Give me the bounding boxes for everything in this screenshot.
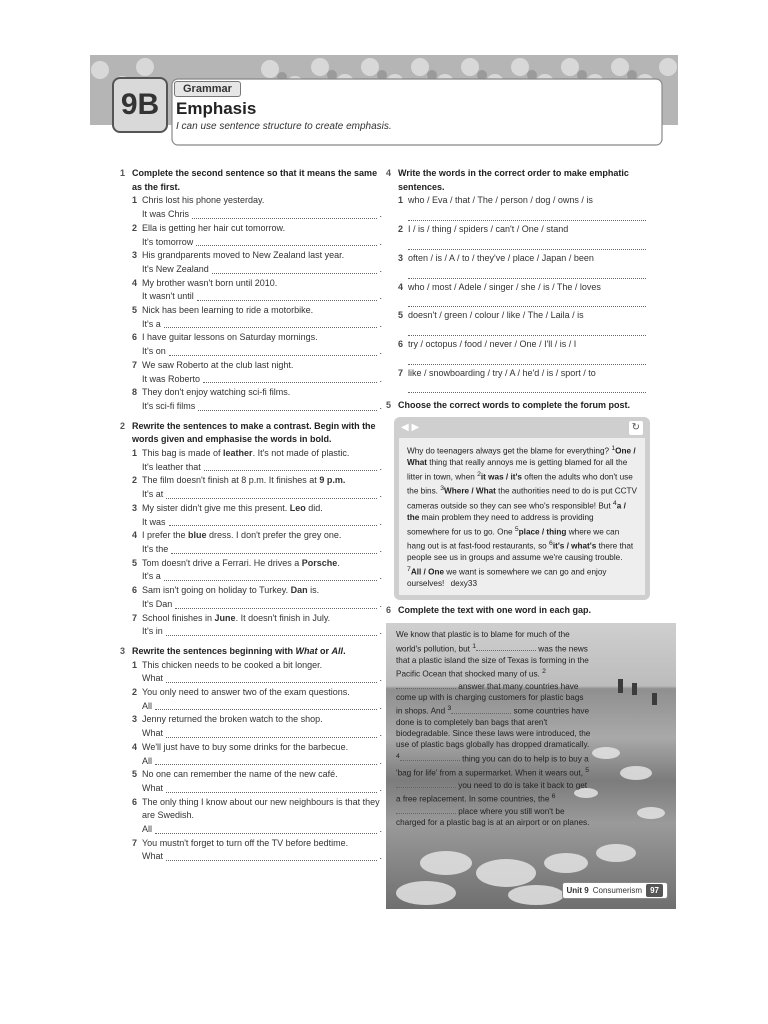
word-prompt: who / Eva / that / The / person / dog / owns / is bbox=[408, 195, 593, 206]
sentence-part: The film doesn't finish at 8 p.m. It finishes at bbox=[142, 475, 320, 486]
exercise-item bbox=[386, 194, 676, 208]
right-column bbox=[386, 167, 676, 913]
answer-blank[interactable] bbox=[164, 318, 378, 329]
exercise-item bbox=[386, 309, 676, 323]
answer-line: It's sci-fi films . bbox=[120, 400, 382, 414]
answer-blank[interactable] bbox=[166, 625, 378, 636]
item-sentence bbox=[142, 584, 382, 598]
answer-blank[interactable] bbox=[408, 208, 646, 221]
workbook-page bbox=[90, 55, 678, 915]
exercise-number: 6 bbox=[386, 604, 392, 615]
title-box bbox=[172, 81, 652, 141]
item-sentence: My brother wasn't born until 2010. bbox=[142, 277, 278, 288]
answer-prompt: It was bbox=[142, 516, 166, 527]
answer-line: It was . bbox=[120, 516, 382, 530]
answer-prompt: It's the bbox=[142, 543, 169, 554]
answer-blank[interactable] bbox=[155, 823, 377, 834]
item-number: 8 bbox=[132, 387, 138, 398]
answer-blank[interactable] bbox=[203, 373, 377, 384]
answer-blank[interactable] bbox=[166, 672, 377, 683]
item-sentence bbox=[142, 557, 382, 571]
answer-blank[interactable] bbox=[171, 543, 377, 554]
exercise-item bbox=[120, 502, 382, 516]
item-sentence: His grandparents moved to New Zealand last year. bbox=[142, 250, 345, 261]
sentence-part: School finishes in bbox=[142, 612, 215, 623]
answer-blank[interactable] bbox=[155, 755, 377, 766]
item-number: 7 bbox=[132, 359, 138, 370]
exercise-instruction: Complete the text with one word in each gap. bbox=[398, 604, 592, 615]
exercise-item bbox=[120, 686, 382, 700]
answer-line: What . bbox=[120, 727, 382, 741]
exercise-item bbox=[120, 331, 382, 345]
sentence-part: did. bbox=[305, 502, 323, 513]
answer-line: It's New Zealand . bbox=[120, 263, 382, 277]
item-sentence bbox=[142, 612, 382, 626]
emphasised-word: Leo bbox=[289, 502, 306, 513]
gap-3-blank[interactable] bbox=[451, 705, 511, 714]
item-number: 5 bbox=[132, 557, 138, 568]
answer-blank[interactable] bbox=[169, 516, 378, 527]
answer-blank[interactable] bbox=[166, 850, 377, 861]
emphasised-word: leather bbox=[223, 448, 253, 459]
page-footer bbox=[562, 882, 668, 900]
exercise-item bbox=[120, 359, 382, 373]
answer-prompt: It's in bbox=[142, 626, 163, 637]
sentence-part: dress. I don't prefer the grey one. bbox=[206, 530, 342, 541]
exercise-instruction: Rewrite the sentences to make a contrast. Begin with the words given and emphasise the words in bold. bbox=[132, 420, 376, 445]
exercise-item bbox=[120, 474, 382, 488]
answer-blank[interactable] bbox=[166, 782, 377, 793]
exercise-item bbox=[120, 529, 382, 543]
exercise-1 bbox=[120, 167, 382, 414]
sentence-part: . bbox=[337, 557, 340, 568]
word-prompt: try / octopus / food / never / One / I'll / is / I bbox=[408, 338, 577, 349]
item-number: 1 bbox=[398, 195, 404, 206]
emphasised-word: Porsche bbox=[301, 557, 338, 568]
answer-blank[interactable] bbox=[408, 380, 646, 393]
sentence-part: . It's not made of plastic. bbox=[252, 448, 350, 459]
item-sentence bbox=[142, 502, 382, 516]
answer-line: It's at . bbox=[120, 488, 382, 502]
answer-line: It's the . bbox=[120, 543, 382, 557]
item-number: 4 bbox=[132, 530, 138, 541]
item-sentence: I have guitar lessons on Saturday mornings. bbox=[142, 332, 318, 343]
item-sentence: Nick has been learning to ride a motorbike. bbox=[142, 305, 314, 316]
answer-blank[interactable] bbox=[166, 727, 377, 738]
item-number: 5 bbox=[398, 310, 404, 321]
item-number: 1 bbox=[132, 195, 138, 206]
item-sentence bbox=[142, 447, 382, 461]
answer-line: It's tomorrow . bbox=[120, 236, 382, 250]
answer-line: It's in . bbox=[120, 625, 382, 639]
exercise-item bbox=[386, 338, 676, 352]
exercise-heading bbox=[386, 399, 676, 413]
exercise-number: 3 bbox=[120, 645, 126, 656]
unit-badge: 9B bbox=[112, 77, 168, 133]
item-number: 3 bbox=[398, 252, 404, 263]
answer-line: All . bbox=[120, 823, 382, 837]
answer-prompt: It wasn't until bbox=[142, 291, 194, 302]
answer-line: It was Roberto . bbox=[120, 373, 382, 387]
exercise-number: 4 bbox=[386, 168, 392, 178]
answer-blank[interactable] bbox=[197, 290, 378, 301]
answer-line: It's a . bbox=[120, 318, 382, 332]
exercise-4 bbox=[386, 167, 676, 393]
answer-prompt: It's a bbox=[142, 318, 161, 329]
item-number: 3 bbox=[132, 714, 138, 725]
exercise-heading bbox=[120, 420, 382, 447]
item-number: 4 bbox=[398, 281, 404, 292]
item-number: 4 bbox=[132, 741, 138, 752]
item-number: 5 bbox=[132, 769, 138, 780]
exercise-item bbox=[120, 249, 382, 263]
emphasised-word: blue bbox=[188, 530, 207, 541]
answer-prompt: It's a bbox=[142, 571, 161, 582]
exercise-heading bbox=[386, 604, 676, 618]
answer-blank[interactable] bbox=[408, 266, 646, 279]
exercise-item bbox=[120, 612, 382, 626]
answer-blank[interactable] bbox=[175, 598, 377, 609]
answer-prompt: What bbox=[142, 782, 164, 793]
gap-4-blank[interactable] bbox=[400, 752, 460, 761]
sentence-part: is. bbox=[307, 585, 320, 596]
item-number: 7 bbox=[132, 837, 138, 848]
item-sentence bbox=[142, 474, 382, 488]
answer-blank[interactable] bbox=[212, 263, 378, 274]
answer-prompt: All bbox=[142, 824, 153, 835]
footer-unit: Unit 9 bbox=[566, 885, 589, 895]
left-column bbox=[120, 167, 382, 868]
item-sentence: Jenny returned the broken watch to the shop. bbox=[142, 714, 323, 725]
emphasised-word: June bbox=[214, 612, 236, 623]
sentence-part: My sister didn't give me this present. bbox=[142, 502, 290, 513]
item-sentence: You mustn't forget to turn off the TV before bedtime. bbox=[142, 837, 349, 848]
item-sentence bbox=[142, 529, 382, 543]
answer-prompt: It was Chris bbox=[142, 209, 190, 220]
exercise-item bbox=[120, 386, 382, 400]
word-prompt: doesn't / green / colour / like / The / Laila / is bbox=[408, 310, 584, 321]
item-number: 3 bbox=[132, 502, 138, 513]
answer-blank[interactable] bbox=[408, 237, 646, 250]
answer-blank[interactable] bbox=[408, 323, 646, 336]
exercise-item bbox=[120, 447, 382, 461]
emphasised-word: 9 p.m. bbox=[319, 475, 346, 486]
exercise-item bbox=[386, 223, 676, 237]
answer-line: It's leather that . bbox=[120, 461, 382, 475]
gap-2-blank[interactable] bbox=[396, 680, 456, 689]
answer-blank[interactable] bbox=[192, 208, 377, 219]
item-number: 1 bbox=[132, 659, 138, 670]
exercise-3 bbox=[120, 645, 382, 864]
answer-line: What . bbox=[120, 850, 382, 864]
answer-prompt: It's leather that bbox=[142, 461, 201, 472]
item-number: 2 bbox=[132, 222, 138, 233]
exercise-item bbox=[386, 252, 676, 266]
footer-topic: Consumerism bbox=[592, 885, 643, 895]
page-number: 97 bbox=[646, 884, 663, 898]
answer-line: What . bbox=[120, 782, 382, 796]
exercise-item bbox=[386, 367, 676, 381]
exercise-item bbox=[120, 222, 382, 236]
refresh-icon[interactable]: ↻ bbox=[629, 421, 643, 435]
answer-line: It's on . bbox=[120, 345, 382, 359]
answer-prompt: It's New Zealand bbox=[142, 263, 209, 274]
answer-prompt: What bbox=[142, 673, 164, 684]
exercise-item bbox=[120, 713, 382, 727]
exercise-item bbox=[120, 837, 382, 851]
answer-blank[interactable] bbox=[169, 345, 378, 356]
forum-signature: dexy33 bbox=[450, 579, 478, 589]
exercise-instruction: Complete the second sentence so that it means the same as the first. bbox=[132, 168, 378, 192]
sentence-part: . It doesn't finish in July. bbox=[235, 612, 331, 623]
item-sentence: Ella is getting her hair cut tomorrow. bbox=[142, 222, 286, 233]
item-sentence: They don't enjoy watching sci-fi films. bbox=[142, 387, 291, 398]
exercise-number: 2 bbox=[120, 420, 126, 431]
item-sentence: Chris lost his phone yesterday. bbox=[142, 195, 265, 206]
exercise-instruction: Choose the correct words to complete the forum post. bbox=[398, 400, 631, 411]
item-number: 6 bbox=[132, 796, 138, 807]
answer-blank[interactable] bbox=[408, 294, 646, 307]
exercise-item bbox=[120, 304, 382, 318]
gap-1-blank[interactable] bbox=[476, 642, 536, 651]
answer-blank[interactable] bbox=[408, 352, 646, 365]
exercise-number: 5 bbox=[386, 400, 392, 411]
answer-prompt: What bbox=[142, 851, 164, 862]
exercise-item bbox=[120, 277, 382, 291]
answer-blank[interactable] bbox=[155, 700, 377, 711]
item-number: 7 bbox=[132, 612, 138, 623]
item-sentence: We'll just have to buy some drinks for the barbecue. bbox=[142, 741, 349, 752]
item-sentence: You only need to answer two of the exam questions. bbox=[142, 687, 350, 698]
page-subtitle: I can use sentence structure to create emphasis. bbox=[176, 121, 392, 132]
answer-line: It's a . bbox=[120, 570, 382, 584]
word-prompt: often / is / A / to / they've / place / Japan / been bbox=[408, 252, 594, 263]
nav-arrows-icon[interactable]: ◀ ▶ bbox=[401, 422, 420, 434]
answer-blank[interactable] bbox=[196, 236, 377, 247]
exercise-item bbox=[120, 557, 382, 571]
exercise-item bbox=[120, 584, 382, 598]
item-number: 6 bbox=[132, 585, 138, 596]
exercise-6 bbox=[386, 604, 676, 910]
answer-prompt: All bbox=[142, 755, 153, 766]
exercise-item bbox=[120, 796, 382, 823]
emphasised-word: Dan bbox=[290, 585, 308, 596]
sentence-part: This bag is made of bbox=[142, 448, 224, 459]
answer-prompt: It's Dan bbox=[142, 598, 173, 609]
exercise-2 bbox=[120, 420, 382, 639]
word-prompt: who / most / Adele / singer / she / is / The / loves bbox=[408, 281, 601, 292]
item-number: 2 bbox=[398, 224, 404, 235]
grammar-tag: Grammar bbox=[174, 81, 241, 97]
item-sentence: This chicken needs to be cooked a bit longer. bbox=[142, 659, 323, 670]
exercise-number: 1 bbox=[120, 168, 126, 178]
item-number: 5 bbox=[132, 305, 138, 316]
answer-prompt: All bbox=[142, 700, 153, 711]
item-sentence: The only thing I know about our new neighbours is that they are Swedish. bbox=[142, 796, 380, 821]
header-band bbox=[90, 55, 678, 150]
answer-line: What . bbox=[120, 672, 382, 686]
answer-prompt: What bbox=[142, 728, 164, 739]
answer-blank[interactable] bbox=[166, 488, 377, 499]
answer-line: It wasn't until . bbox=[120, 290, 382, 304]
gap-5-blank[interactable] bbox=[396, 779, 456, 788]
word-prompt: like / snowboarding / try / A / he'd / is / sport / to bbox=[408, 367, 596, 378]
answer-line: All . bbox=[120, 700, 382, 714]
gap-fill-text: We know that plastic is to blame for much of the world's pollution, but $^1$ was the news that a plastic island the size of Texas is forming in the Pacific Ocean that shocked many of us. $^2$ answer that many countries have come up with is charging customers for plastic bags in shops. And $^3$ some countries have done is to completely ban bags that aren't biodegradable. Since these laws were introduced, the use of plastic bags globally has dropped dramatically. $^4$ thing you can do to help is to buy a 'bag for life' from a supermarket. When it wears out, $^5$ you need to do is take it back to get a free replacement. In some countries, the $^6$ place where you still won't be charged for a plastic bag is at an airport or on planes. bbox=[396, 630, 591, 827]
forum-post-text: Why do teenagers always get the blame for everything? $^1$One / What thing that really annoys me is getting blamed for all the litter in town, when $^2$it was / it's often the adults who don't use the bins. $^3$Where / What the authorities need to do is put CCTV cameras outside so they can see who's responsible! But $^4$a / the main problem they need to address is providing somewhere for us to go. One $^5$place / thing where we can hang out is at fast-food restaurants, so $^6$it's / what's there that people see us in groups and assume we're causing trouble. $^7$All / One we want is somewhere we can go and enjoy ourselves! dexy33 bbox=[399, 438, 645, 595]
item-sentence: No one can remember the name of the new café. bbox=[142, 769, 338, 780]
exercise-heading bbox=[386, 167, 676, 194]
word-prompt: I / is / thing / spiders / can't / One / stand bbox=[408, 224, 569, 235]
answer-prompt: It's tomorrow bbox=[142, 236, 194, 247]
forum-post-window bbox=[394, 417, 650, 600]
plastic-pollution-photo bbox=[386, 623, 676, 909]
exercise-item bbox=[120, 741, 382, 755]
exercise-heading bbox=[120, 167, 382, 194]
exercise-5 bbox=[386, 399, 676, 599]
item-number: 4 bbox=[132, 277, 138, 288]
item-number: 2 bbox=[132, 687, 138, 698]
exercise-heading bbox=[120, 645, 382, 659]
exercise-instruction: Write the words in the correct order to make emphatic sentences. bbox=[398, 168, 629, 192]
sentence-part: I prefer the bbox=[142, 530, 189, 541]
answer-line: It's Dan . bbox=[120, 598, 382, 612]
answer-blank[interactable] bbox=[164, 570, 378, 581]
page-title: Emphasis bbox=[176, 99, 257, 118]
item-number: 1 bbox=[132, 448, 138, 459]
answer-blank[interactable] bbox=[204, 461, 378, 472]
exercise-item bbox=[120, 659, 382, 673]
answer-prompt: It's sci-fi films bbox=[142, 400, 196, 411]
answer-prompt: It's at bbox=[142, 489, 164, 500]
gap-6-blank[interactable] bbox=[396, 805, 456, 814]
item-number: 3 bbox=[132, 250, 138, 261]
sentence-part: Tom doesn't drive a Ferrari. He drives a bbox=[142, 557, 302, 568]
answer-line: All . bbox=[120, 755, 382, 769]
exercise-item bbox=[120, 194, 382, 208]
sentence-part: Sam isn't going on holiday to Turkey. bbox=[142, 585, 291, 596]
exercise-instruction: Rewrite the sentences beginning with What or All. bbox=[132, 645, 346, 656]
item-number: 6 bbox=[132, 332, 138, 343]
answer-prompt: It's on bbox=[142, 346, 166, 357]
exercise-item bbox=[120, 768, 382, 782]
answer-line: It was Chris . bbox=[120, 208, 382, 222]
item-number: 2 bbox=[132, 475, 138, 486]
item-number: 7 bbox=[398, 367, 404, 378]
item-sentence: We saw Roberto at the club last night. bbox=[142, 359, 294, 370]
answer-prompt: It was Roberto bbox=[142, 373, 201, 384]
forum-toolbar bbox=[397, 420, 647, 436]
answer-blank[interactable] bbox=[198, 400, 377, 411]
exercise-item bbox=[386, 281, 676, 295]
item-number: 6 bbox=[398, 338, 404, 349]
